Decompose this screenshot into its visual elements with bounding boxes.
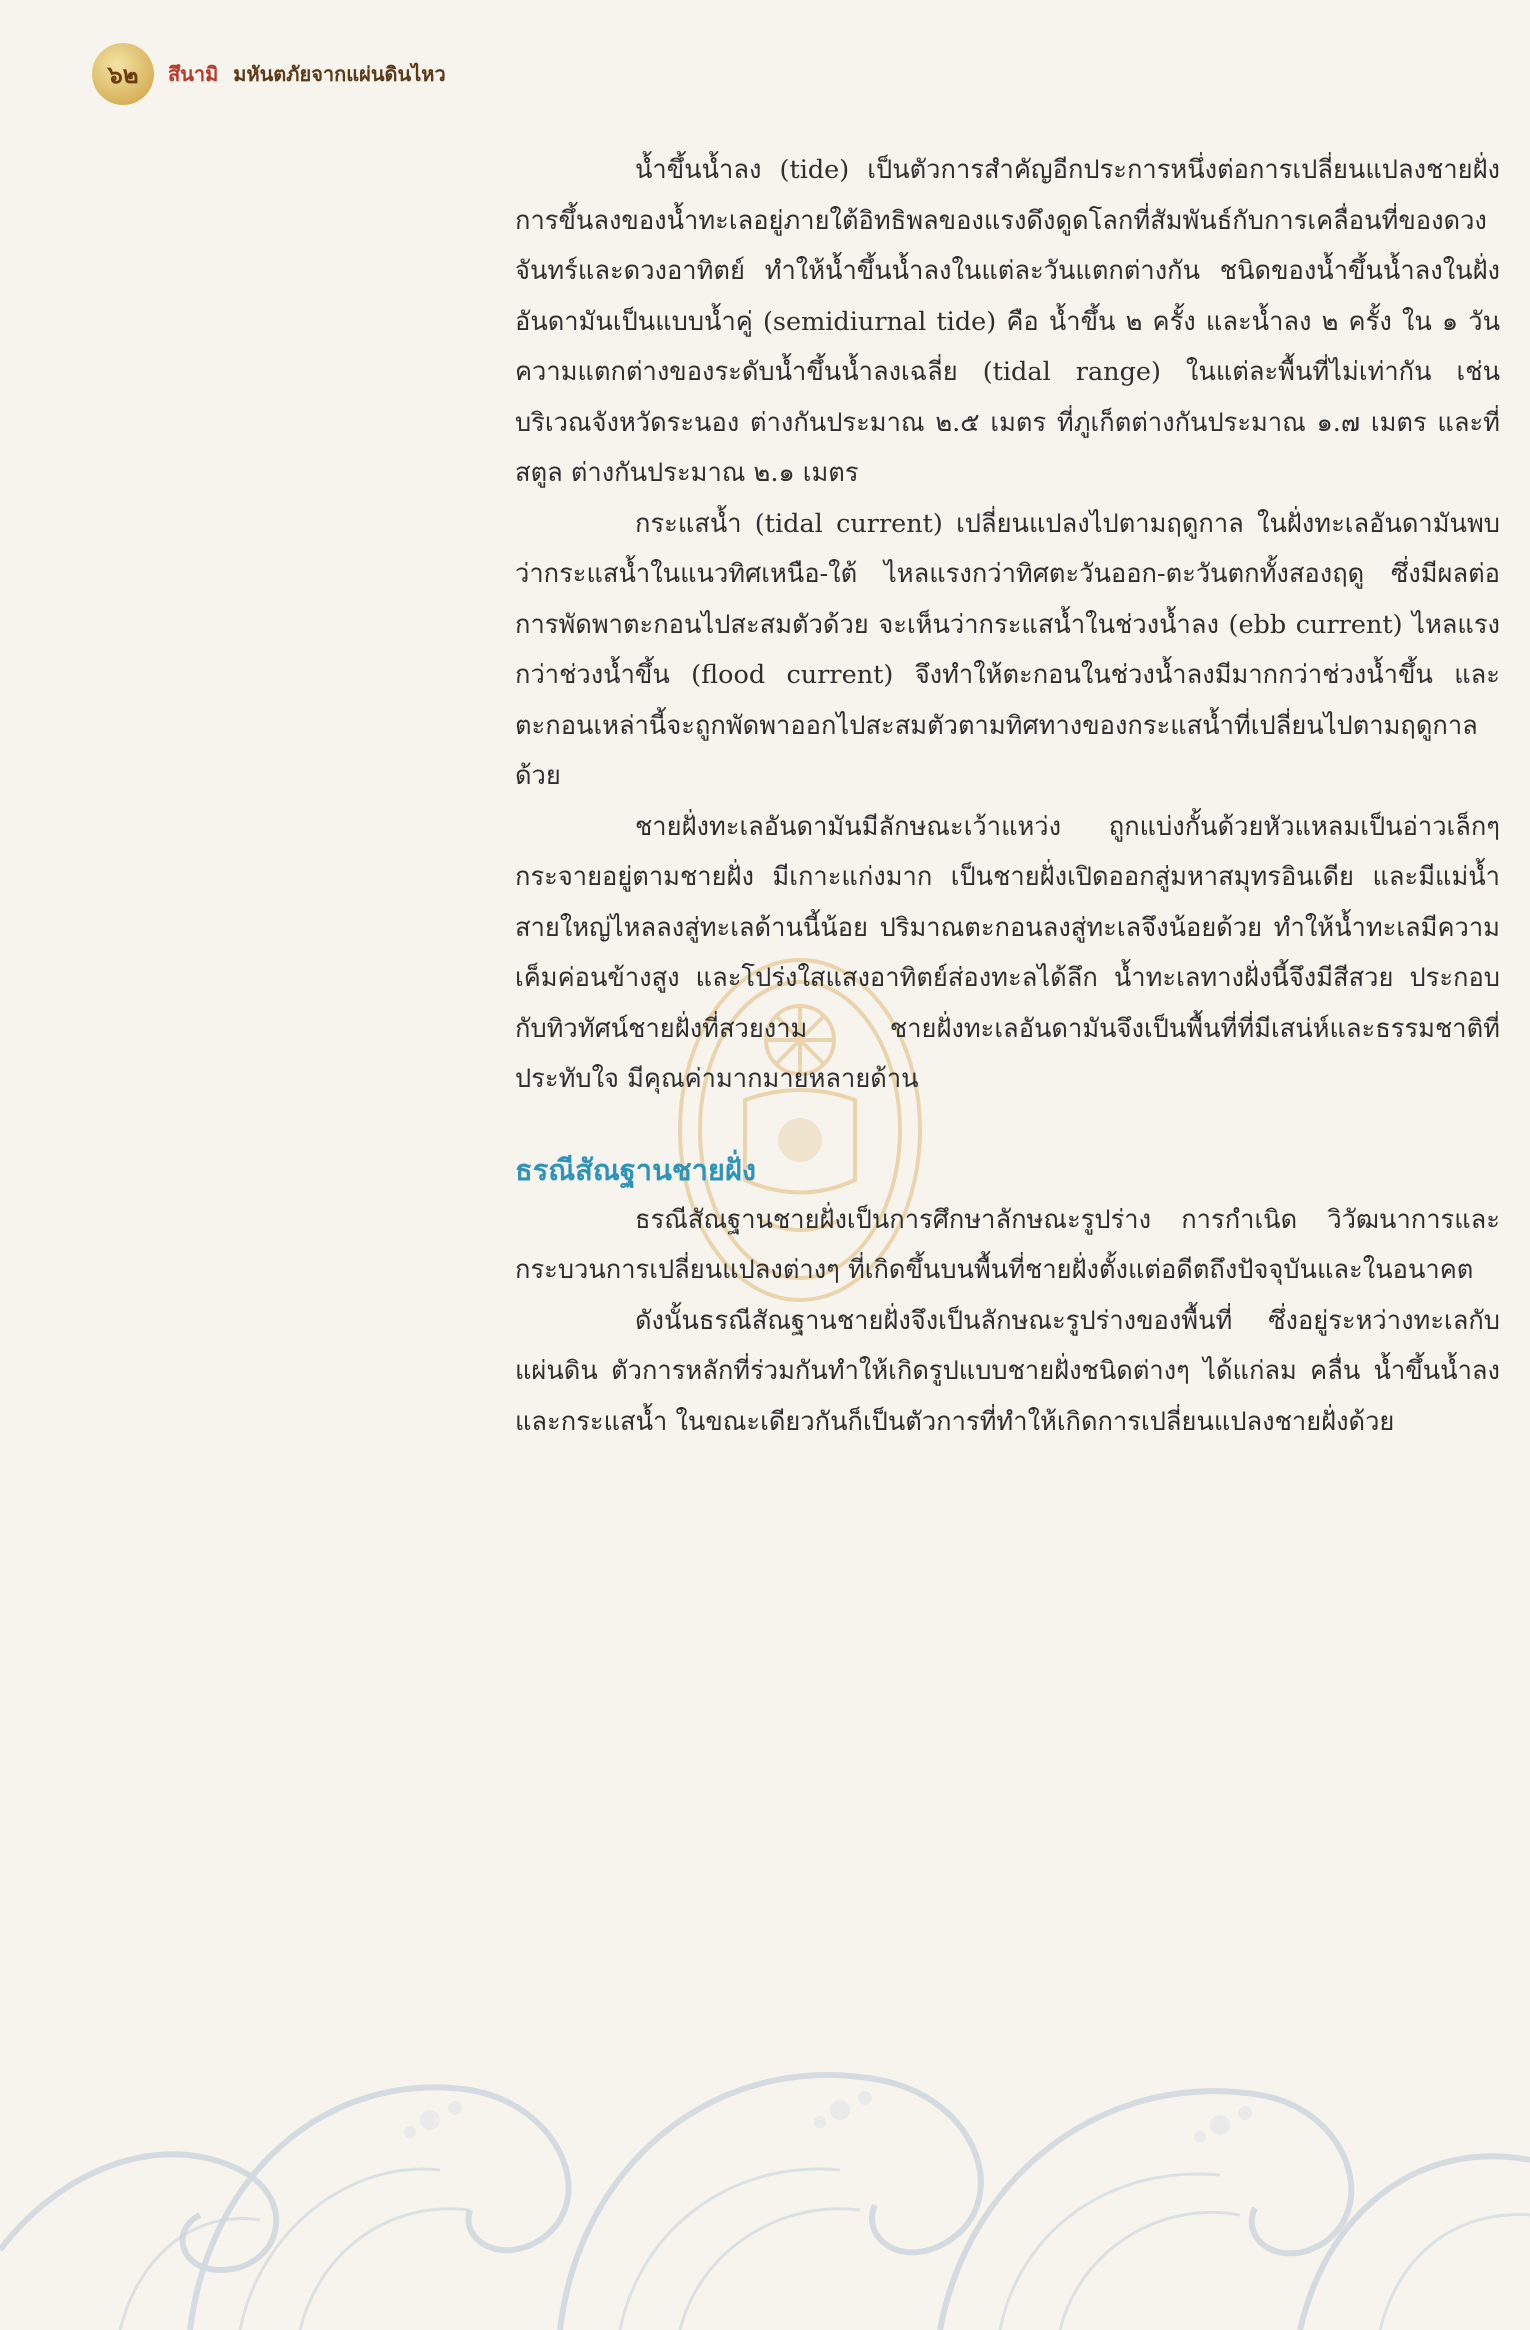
page-header: [92, 44, 446, 104]
series-title: สึนามิ: [168, 62, 219, 86]
wave-pattern-icon: [0, 1870, 1530, 2330]
paragraph-tide: น้ำขึ้นน้ำลง (tide) เป็นตัวการสำคัญอีกประการหนึ่งต่อการเปลี่ยนแปลงชายฝั่ง การขึ้นลงของน้ำทะเลอยู่ภายใต้อิทธิพลของแรงดึงดูดโลกที่สัมพันธ์กับการเคลื่อนที่ของดวงจันทร์และดวงอาทิตย์ ทำให้น้ำขึ้นน้ำลงในแต่ละวันแตกต่างกัน ชนิดของน้ำขึ้นน้ำลงในฝั่งอันดามันเป็นแบบน้ำคู่ (semidiurnal tide) คือ น้ำขึ้น ๒ ครั้ง และน้ำลง ๒ ครั้ง ใน ๑ วัน ความแตกต่างของระดับน้ำขึ้นน้ำลงเฉลี่ย (tidal range) ในแต่ละพื้นที่ไม่เท่ากัน เช่น บริเวณจังหวัดระนอง ต่างกันประมาณ ๒.๕ เมตร ที่ภูเก็ตต่างกันประมาณ ๑.๗ เมตร และที่สตูล ต่างกันประมาณ ๒.๑ เมตร: [515, 155, 1500, 488]
section-heading: ธรณีสัณฐานชายฝั่ง: [515, 1152, 757, 1187]
paragraph-geomorphology-agents: ดังนั้นธรณีสัณฐานชายฝั่งจึงเป็นลักษณะรูปร่างของพื้นที่ ซึ่งอยู่ระหว่างทะเลกับแผ่นดิน ตัวการหลักที่ร่วมกันทำให้เกิดรูปแบบชายฝั่งชนิดต่างๆ ได้แก่ลม คลื่น น้ำขึ้นน้ำลง และกระแสน้ำ ในขณะเดียวกันก็เป็นตัวการที่ทำให้เกิดการเปลี่ยนแปลงชายฝั่งด้วย: [515, 1305, 1500, 1437]
paragraph-andaman-coast: ชายฝั่งทะเลอันดามันมีลักษณะเว้าแหว่ง ถูกแบ่งกั้นด้วยหัวแหลมเป็นอ่าวเล็กๆ กระจายอยู่ตามชายฝั่ง มีเกาะแก่งมาก เป็นชายฝั่งเปิดออกสู่มหาสมุทรอินเดีย และมีแม่น้ำสายใหญ่ไหลลงสู่ทะเลด้านนี้น้อย ปริมาณตะกอนลงสู่ทะเลจึงน้อยด้วย ทำให้น้ำทะเลมีความเค็มค่อนข้างสูง และโปร่งใสแสงอาทิตย์ส่องทะลได้ลึก น้ำทะเลทางฝั่งนี้จึงมีสีสวย ประกอบกับทิวทัศน์ชายฝั่งที่สวยงาม ชายฝั่งทะเลอันดามันจึงเป็นพื้นที่ที่มีเสน่ห์และธรรมชาติที่ประทับใจ มีคุณค่ามากมายหลายด้าน: [515, 811, 1500, 1094]
running-title: [168, 58, 446, 90]
page-number-badge: [92, 43, 154, 105]
book-subtitle: มหันตภัยจากแผ่นดินไหว: [233, 62, 446, 86]
page-number: ๖๒: [107, 60, 139, 89]
paragraph-tidal-current: กระแสน้ำ (tidal current) เปลี่ยนแปลงไปตามฤดูกาล ในฝั่งทะเลอันดามันพบว่ากระแสน้ำในแนวทิศเหนือ-ใต้ ไหลแรงกว่าทิศตะวันออก-ตะวันตกทั้งสองฤดู ซึ่งมีผลต่อการพัดพาตะกอนไปสะสมตัวด้วย จะเห็นว่ากระแสน้ำในช่วงน้ำลง (ebb current) ไหลแรงกว่าช่วงน้ำขึ้น (flood current) จึงทำให้ตะกอนในช่วงน้ำลงมีมากกว่าช่วงน้ำขึ้น และตะกอนเหล่านี้จะถูกพัดพาออกไปสะสมตัวตามทิศทางของกระแสน้ำที่เปลี่ยนไปตามฤดูกาลด้วย: [515, 508, 1500, 791]
paragraph-geomorphology-definition: ธรณีสัณฐานชายฝั่งเป็นการศึกษาลักษณะรูปร่าง การกำเนิด วิวัฒนาการและกระบวนการเปลี่ยนแปลงต่างๆ ที่เกิดขึ้นบนพื้นที่ชายฝั่งตั้งแต่อดีตถึงปัจจุบันและในอนาคต: [515, 1204, 1500, 1285]
main-text: [515, 145, 1500, 1447]
